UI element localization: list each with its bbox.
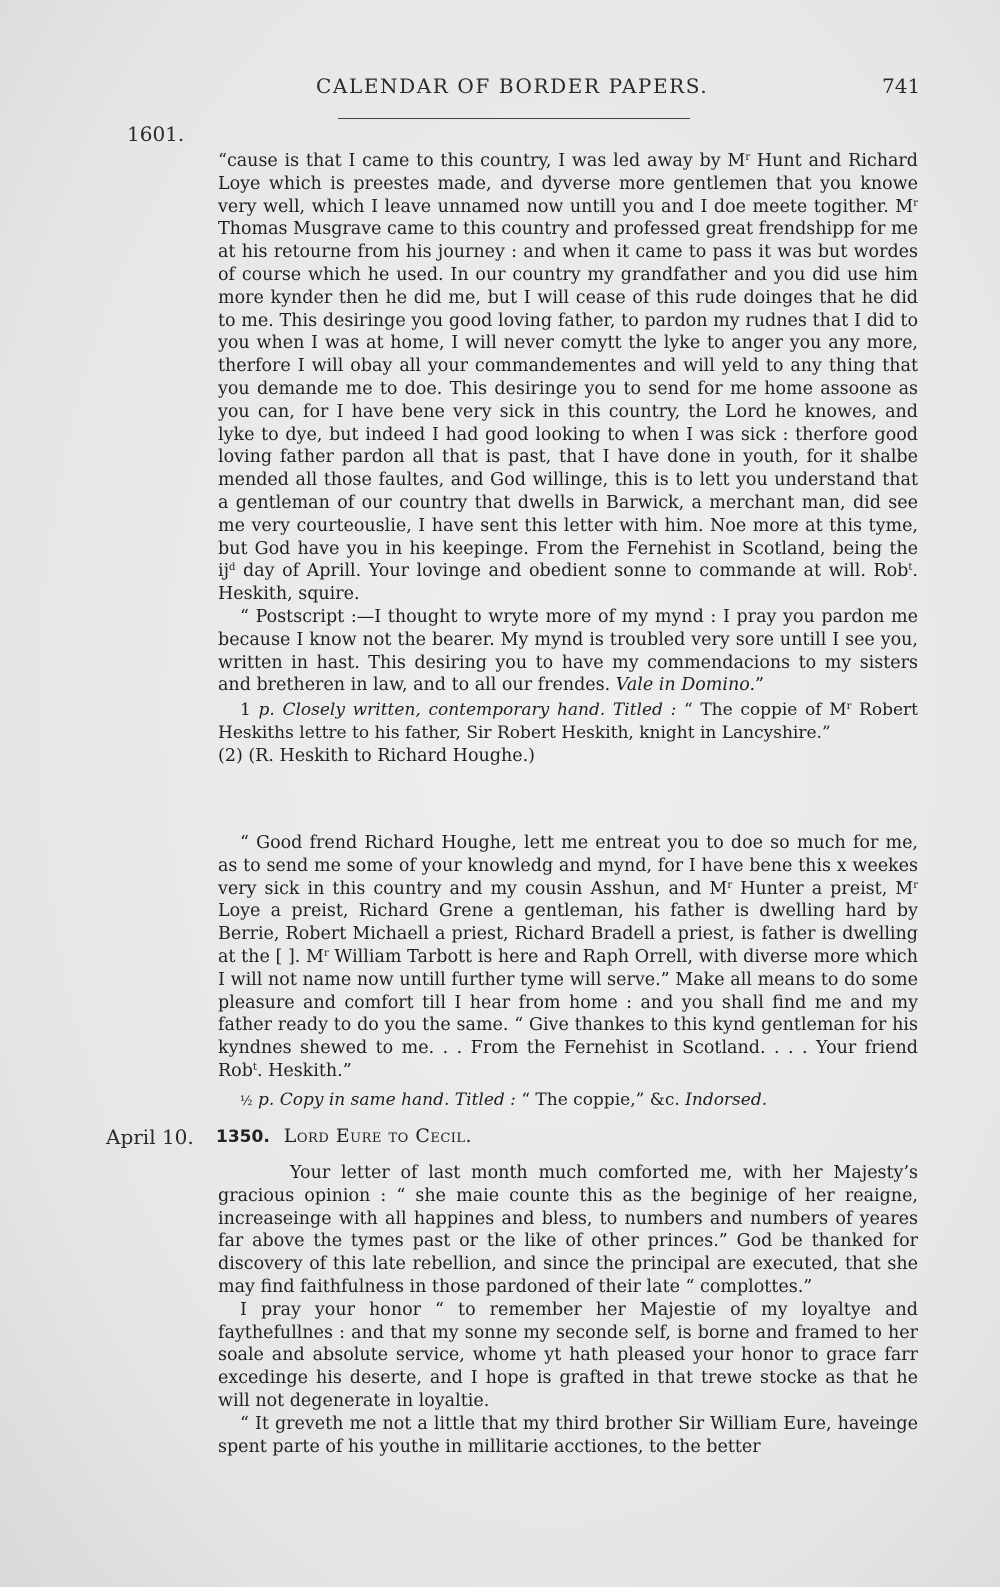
running-title: CALENDAR OF BORDER PAPERS. [316, 74, 709, 98]
document-description: 1 p. Closely written, contemporary hand. Titled : “ The coppie of $M^r$ Robert Heskiths lettre to his father, Sir Robert Heskith, knight in Lancyshire.” [218, 700, 918, 743]
entry-heading [216, 1125, 472, 1147]
entry-number: 1350. [216, 1127, 270, 1147]
letter-paragraph: “ Good frend Richard Houghe, lett me entreat you to doe so much for me, as to send me some of your knowledg and mynd, for I have bene this x weekes very sick in this country and my cousin Asshun, and $M^r$ Hunter a preist, $M^r$ Loye a preist, Richard Grene a gentleman, his father is dwelling hard by Berrie, Robert Michaell a priest, Richard Bradell a priest, is father is dwelling at the [ ]. $M^r$ William Tarbott is here and Raph Orrell, with diverse more which I will not name now untill further tyme will serve.” Make all means to do some pleasure and comfort till I hear from home : and you shall find me and my father ready to do you the same. “ Give thankes to this kynd gentleman for his kyndnes shewed to me. . . From the Fernehist in Scotland. . . . Your friend Rob$^t$. Heskith.” [218, 833, 919, 1081]
entry-paragraph: Your letter of last month much comforted me, with her Majesty’s gracious opinion : “ she maie counte this as the beginige of her reaigne, increaseinge with all happines and bless, to numbers and numbers of yeares far above the tymes past or the like of other princes.” God be thanked for discovery of this late rebellion, and since the principal are executed, that she may find faithfulness in those pardoned of their late “ complottes.” [218, 1163, 918, 1297]
entry-paragraph: “ It greveth me not a little that my third brother Sir William Eure, haveinge spent parte of his youthe in millitarie acctiones, to the better [218, 1413, 918, 1457]
entry-paragraph: I pray your honor “ to remember her Majestie of my loyaltye and faythefullnes : and that my sonne my seconde self, is borne and framed to her soale and absolute service, whome yt hath pleased your honor to grace farr excedinge his deserte, and I hope is grafted in that trewe stocke as that he will not degenerate in loyaltie. [218, 1299, 918, 1411]
entry-title: Lord Eure to Cecil. [283, 1125, 473, 1147]
page-number: 741 [882, 74, 921, 98]
margin-year: 1601. [127, 122, 185, 146]
entry-date: April 10. [106, 1125, 194, 1149]
header-rule [338, 118, 690, 119]
letter-paragraph: “cause is that I came to this country, I was led away by $M^r$ Hunt and Richard Loye which is preestes made, and dyverse more gentlemen that you knowe very well, which I leave unnamed now untill you and I doe meete togither. $M^r$ Thomas Musgrave came to this country and professed great frendshipp for me at his retourne from his journey : and when it came to pass it was but wordes of course which he used. In our country my grandfather and you did use him more kynder then he did me, but I will cease of this rude doinges that he did to me. This desiringe you good loving father, to pardon my rudnes that I did to you when I was at home, I will never comytt the lyke to anger you any more, therfore I will obay all your commandementes and will yeld to any thing that you demande me to doe. This desiringe you to send for me home assoone as you can, for I have bene very sick in this country, the Lord he knowes, and lyke to dye, but indeed I had good looking to when I was sick : therfore good loving father pardon all that is past, that I have done in youth, for it shalbe mended all those faultes, and God willinge, this is to lett you understand that a gentleman of our country that dwells in Barwick, a merchant man, did see me very courteouslie, I have sent this letter with him. Noe more at this tyme, but God have you in his keepinge. From the Fernehist in Scotland, being the $ij^d$ day of Aprill. Your lovinge and obedient sonne to commande at will. Rob$^t$. Heskith, squire. [218, 151, 918, 605]
letter-subheading: (2) (R. Heskith to Richard Houghe.) [218, 745, 535, 766]
postscript-paragraph: “ Postscript :—I thought to wryte more of my mynd : I pray you pardon me because I know not the bearer. My mynd is troubled very sore untill I see you, written in hast. This desiring you to have my commendacions to my sisters and bretheren in law, and to all our frendes. Vale in Domino.” [218, 606, 918, 696]
document-description: ½ p. Copy in same hand. Titled : “ The coppie,” &c. Indorsed. [240, 1089, 768, 1110]
entry-body [218, 1162, 918, 1458]
letter-heskith-to-father [218, 150, 918, 768]
letter-heskith-to-houghe [218, 832, 918, 1114]
